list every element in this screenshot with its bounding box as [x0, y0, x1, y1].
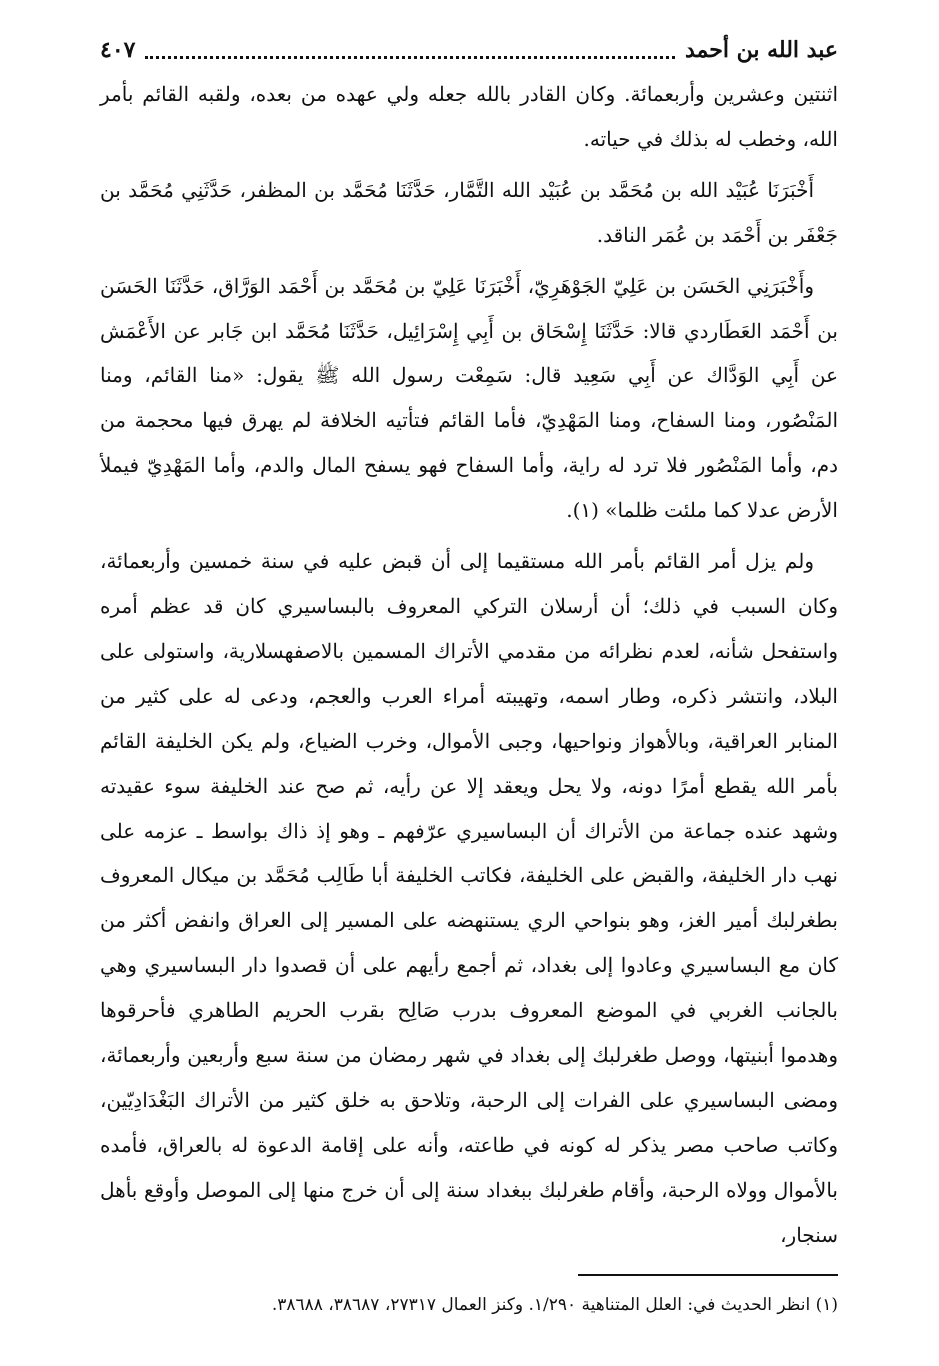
running-title: عبد الله بن أحمد [684, 37, 838, 63]
paragraph-3: وأَخْبَرَنِي الحَسَن بن عَلِيّ الجَوْهَرِيّ، أَخْبَرَنَا عَلِيّ بن مُحَمَّد بن أَحْمَد الوَرَّاق، حَدَّثَنَا الحَسَن بن أَحْمَد العَطَاردي قالا: حَدَّثَنَا إِسْحَاق بن أَبِي إِسْرَائِيل، حَدَّثَنَا مُحَمَّد ابن جَابر عن الأَعْمَش عن أَبِي الوَدَّاك عن أَبِي سَعِيد قال: سَمِعْت رسول الله ﷺ يقول: «منا القائم، ومنا المَنْصُور، ومنا السفاح، ومنا المَهْدِيّ، فأما القائم فتأتيه الخلافة لم يهرق فيها محجمة من دم، وأما المَنْصُور فلا ترد له راية، وأما السفاح فهو يسفح المال والدم، وأما المَهْدِيّ فيملأ الأرض عدلا كما ملئت ظلما» (١). [100, 273, 838, 523]
paragraph-1: اثنتين وعشرين وأربعمائة. وكان القادر بالله جعله ولي عهده من بعده، ولقبه القائم بأمر الله، وخطب له بذلك في حياته. [100, 82, 838, 151]
header-dot-leader [145, 42, 675, 59]
page-number: ٤٠٧ [100, 37, 136, 63]
footnote-separator [578, 1274, 838, 1276]
main-text [100, 72, 838, 1258]
paragraph-4: ولم يزل أمر القائم بأمر الله مستقيما إلى أن قبض عليه في سنة خمسين وأربعمائة، وكان السبب في ذلك؛ أن أرسلان التركي المعروف بالبساسيري كان قد عظم أمره واستفحل شأنه، لعدم نظرائه من مقدمي الأتراك المسمين بالاصفهسلارية، واستولى على البلاد، وانتشر ذكره، وطار اسمه، وتهيبته أمراء العرب والعجم، ودعى له على كثير من المنابر العراقية، وبالأهواز ونواحيها، وجبى الأموال، وخرب الضياع، ولم يكن الخليفة القائم بأمر الله يقطع أمرًا دونه، ولا يحل ويعقد إلا عن رأيه، ثم صح عند الخليفة سوء عقيدته وشهد عنده جماعة من الأتراك أن البساسيري عرّفهم ـ وهو إذ ذاك بواسط ـ عزمه على نهب دار الخليفة، والقبض على الخليفة، فكاتب الخليفة أبا طَالِب مُحَمَّد بن ميكال المعروف بطغرلبك أمير الغز، وهو بنواحي الري يستنهضه على المسير إلى العراق وانفض أكثر من كان مع البساسيري وعادوا إلى بغداد، ثم أجمع رأيهم على أن قصدوا دار البساسيري وهي بالجانب الغربي في الموضع المعروف بدرب صَالِح بقرب الحريم الطاهري فأحرقوها وهدموا أبنيتها، ووصل طغرلبك إلى بغداد في شهر رمضان من سنة سبع وأربعين وأربعمائة، ومضى البساسيري على الفرات إلى الرحبة، وتلاحق به خلق كثير من الأتراك البَغْدَادِيّين، وكاتب صاحب مصر يذكر له كونه في طاعته، وأنه على إقامة الدعوة له بالعراق، فأمده بالأموال وولاه الرحبة، وأقام طغرلبك ببغداد سنة إلى أن خرج منها إلى الموصل وأوقع بأهل سنجار، [100, 549, 838, 1247]
page-header [100, 30, 838, 70]
footnote: (١) انظر الحديث في: العلل المتناهية ١/٢٩٠. وكنز العمال ٢٧٣١٧، ٣٨٦٨٧، ٣٨٦٨٨. [271, 1295, 838, 1315]
paragraph-2: أَخْبَرَنَا عُبَيْد الله بن مُحَمَّد بن عُبَيْد الله التَّمَّار، حَدَّثَنَا مُحَمَّد بن المظفر، حَدَّثَنِي مُحَمَّد بن جَعْفَر بن أَحْمَد بن عُمَر الناقد. [100, 177, 838, 247]
